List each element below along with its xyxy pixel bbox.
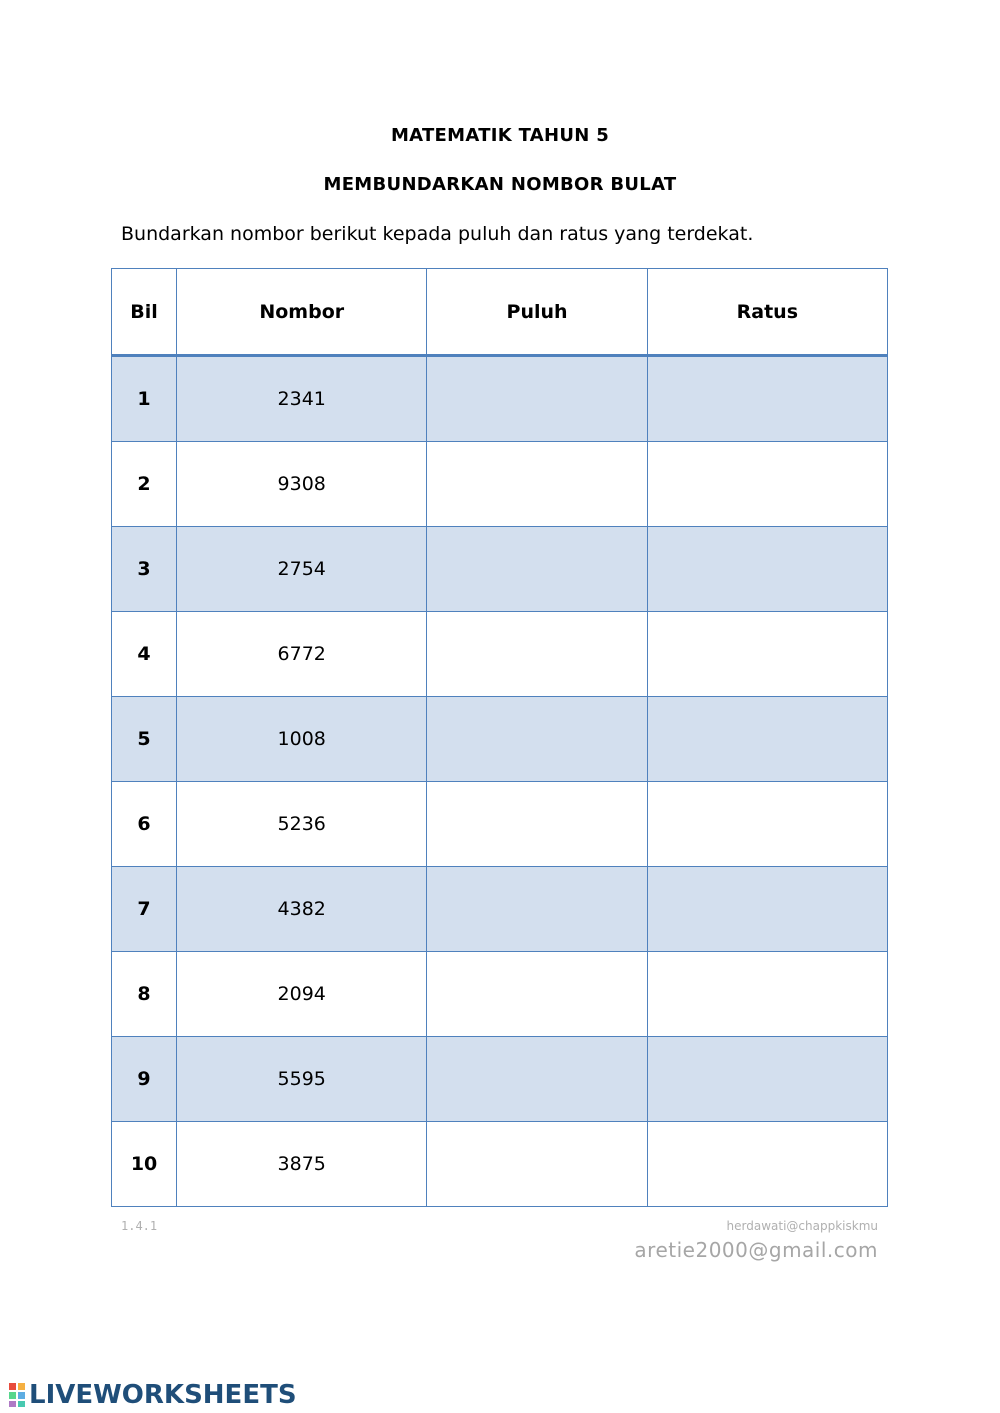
bil-cell: 8 (112, 952, 177, 1037)
ratus-answer-cell[interactable] (647, 782, 887, 867)
nombor-cell: 2754 (177, 527, 427, 612)
ratus-answer-cell[interactable] (647, 952, 887, 1037)
rounding-table (111, 268, 888, 1207)
author-email: aretie2000@gmail.com (634, 1238, 878, 1262)
header-nombor: Nombor (177, 269, 427, 356)
ratus-answer-cell[interactable] (647, 612, 887, 697)
puluh-answer-cell[interactable] (427, 612, 647, 697)
puluh-answer-cell[interactable] (427, 867, 647, 952)
table-row (112, 1122, 888, 1207)
puluh-answer-cell[interactable] (427, 527, 647, 612)
table-row (112, 1037, 888, 1122)
ratus-answer-cell[interactable] (647, 867, 887, 952)
bil-cell: 10 (112, 1122, 177, 1207)
header-ratus: Ratus (647, 269, 887, 356)
nombor-cell: 5236 (177, 782, 427, 867)
nombor-cell: 4382 (177, 867, 427, 952)
puluh-answer-cell[interactable] (427, 952, 647, 1037)
header-puluh: Puluh (427, 269, 647, 356)
liveworksheets-wordmark: LIVEWORKSHEETS (29, 1380, 297, 1410)
nombor-cell: 2341 (177, 356, 427, 442)
bil-cell: 4 (112, 612, 177, 697)
nombor-cell: 2094 (177, 952, 427, 1037)
header-bil: Bil (112, 269, 177, 356)
table-row (112, 442, 888, 527)
worksheet-subtitle: MEMBUNDARKAN NOMBOR BULAT (323, 174, 677, 195)
bil-cell: 6 (112, 782, 177, 867)
ratus-answer-cell[interactable] (647, 442, 887, 527)
table-row (112, 952, 888, 1037)
table-row (112, 612, 888, 697)
table-header-row (112, 269, 888, 356)
liveworksheets-brand[interactable] (8, 1380, 297, 1410)
bil-cell: 2 (112, 442, 177, 527)
bil-cell: 7 (112, 867, 177, 952)
puluh-answer-cell[interactable] (427, 782, 647, 867)
worksheet-title: MATEMATIK TAHUN 5 (390, 125, 610, 146)
table-row (112, 782, 888, 867)
nombor-cell: 9308 (177, 442, 427, 527)
bil-cell: 9 (112, 1037, 177, 1122)
ratus-answer-cell[interactable] (647, 1037, 887, 1122)
curriculum-code: 1.4.1 (121, 1219, 158, 1233)
puluh-answer-cell[interactable] (427, 1037, 647, 1122)
ratus-answer-cell[interactable] (647, 356, 887, 442)
puluh-answer-cell[interactable] (427, 356, 647, 442)
nombor-cell: 1008 (177, 697, 427, 782)
bil-cell: 1 (112, 356, 177, 442)
ratus-answer-cell[interactable] (647, 527, 887, 612)
puluh-answer-cell[interactable] (427, 1122, 647, 1207)
table-row (112, 356, 888, 442)
puluh-answer-cell[interactable] (427, 442, 647, 527)
table-row (112, 697, 888, 782)
table-row (112, 527, 888, 612)
instruction-text: Bundarkan nombor berikut kepada puluh dan ratus yang terdekat. (121, 223, 754, 245)
ratus-answer-cell[interactable] (647, 697, 887, 782)
bil-cell: 5 (112, 697, 177, 782)
liveworksheets-logo-icon (8, 1382, 26, 1408)
nombor-cell: 6772 (177, 612, 427, 697)
puluh-answer-cell[interactable] (427, 697, 647, 782)
author-credit: herdawati@chappkiskmu (726, 1219, 878, 1233)
ratus-answer-cell[interactable] (647, 1122, 887, 1207)
bil-cell: 3 (112, 527, 177, 612)
nombor-cell: 3875 (177, 1122, 427, 1207)
table-row (112, 867, 888, 952)
nombor-cell: 5595 (177, 1037, 427, 1122)
